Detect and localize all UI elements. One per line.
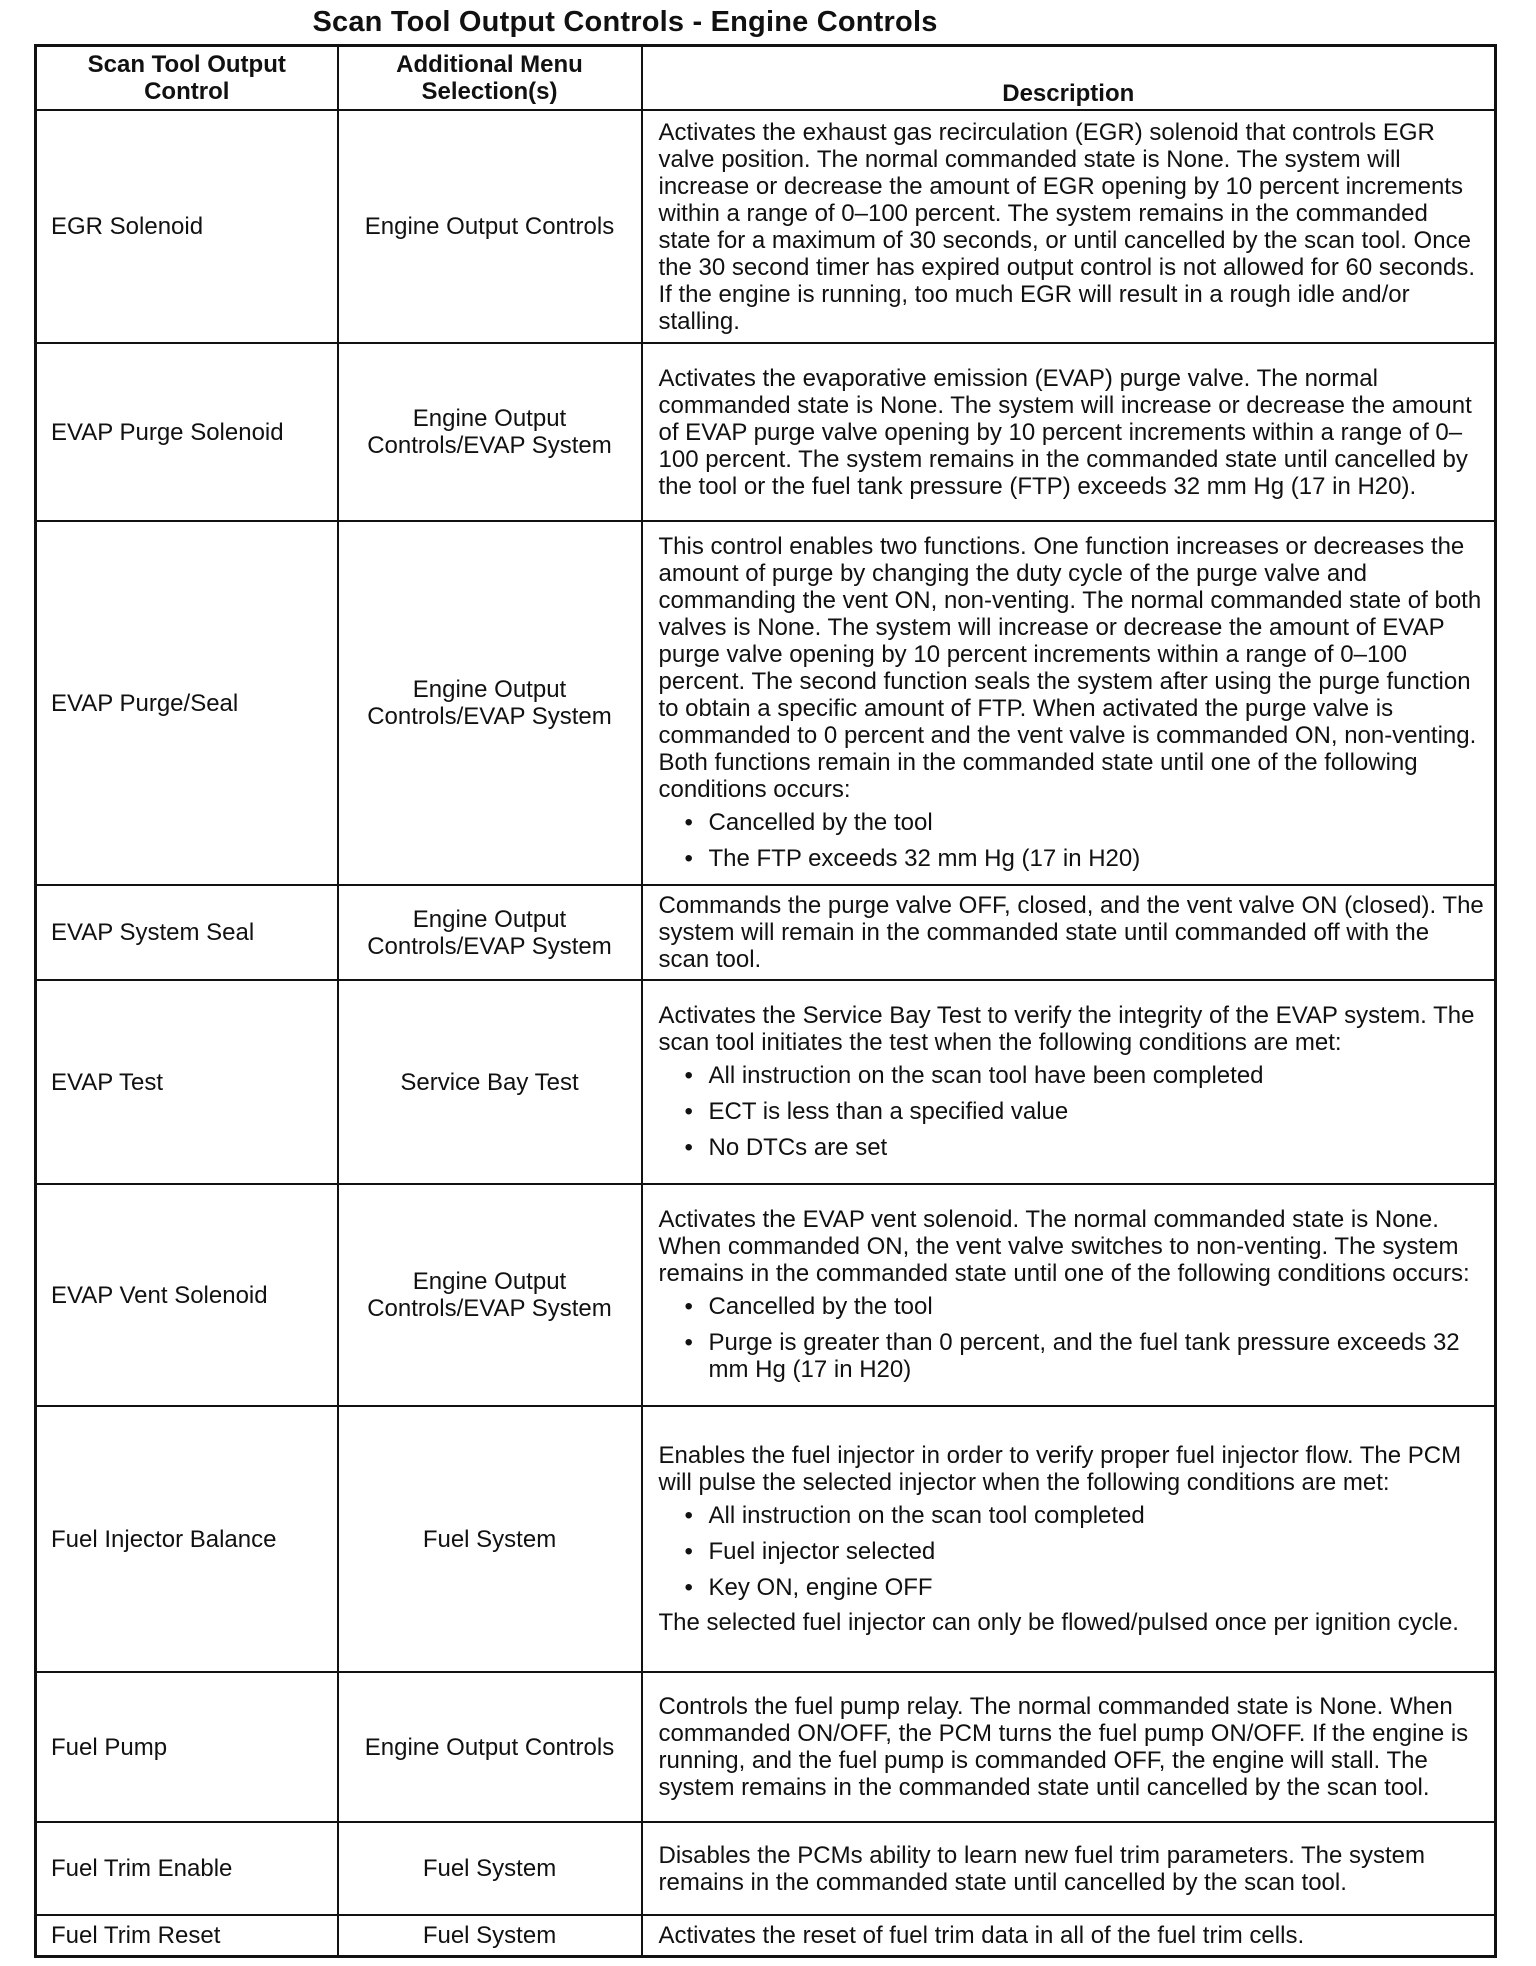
- description-cell: [642, 1915, 1496, 1957]
- description-cell: [642, 521, 1496, 885]
- description-text: This control enables two functions. One function increases or decreases the amount of purge by changing the duty cycle of the purge valve and commanding the vent ON, non-venting. The normal commanded state of both valves is None. The system will increase or decrease the amount of EVAP purge valve opening by 10 percent increments within a range of 0–100 percent. The second function seals the system after using the purge function to obtain a specific amount of FTP. When activated the purge valve is commanded to 0 percent and the vent valve is commanded ON, non-venting. Both functions remain in the commanded state until one of the following conditions occurs:: [658, 532, 1482, 803]
- menu-selection-cell: Engine Output Controls/EVAP System: [338, 885, 642, 980]
- description-text: Activates the evaporative emission (EVAP) purge valve. The normal commanded state is None. The system will increase or decrease the amount of EVAP purge valve opening by 10 percent increments within a range of 0–100 percent. The system remains in the commanded state until cancelled by the tool or the fuel tank pressure (FTP) exceeds 32 mm Hg (17 in H20).: [658, 364, 1472, 500]
- table-row: [36, 110, 1496, 343]
- output-control-cell: EGR Solenoid: [36, 110, 338, 343]
- list-item: • Key ON, engine OFF: [685, 1574, 1485, 1601]
- menu-selection-cell: Fuel System: [338, 1915, 642, 1957]
- menu-selection-cell: Engine Output Controls/EVAP System: [338, 343, 642, 521]
- page-title: Scan Tool Output Controls - Engine Controls: [312, 6, 938, 38]
- description-cell: [642, 343, 1496, 521]
- description-cell: [642, 980, 1496, 1184]
- header-menu-selection: Additional Menu Selection(s): [338, 46, 642, 111]
- list-item: • Cancelled by the tool: [685, 809, 1485, 836]
- list-item: • Fuel injector selected: [685, 1538, 1485, 1565]
- header-output-control: Scan Tool Output Control: [36, 46, 338, 111]
- description-text: Activates the exhaust gas recirculation (EGR) solenoid that controls EGR valve position. The normal commanded state is None. The system will increase or decrease the amount of EGR opening by 10 percent increments within a range of 0–100 percent. The system remains in the commanded state for a maximum of 30 seconds, or until cancelled by the scan tool. Once the 30 second timer has expired output control is not allowed for 60 seconds. If the engine is running, too much EGR will result in a rough idle and/or stalling.: [658, 118, 1475, 335]
- menu-selection-cell: Engine Output Controls: [338, 1672, 642, 1822]
- output-controls-table: [34, 44, 1497, 1958]
- output-control-cell: EVAP Purge Solenoid: [36, 343, 338, 521]
- condition-list: [659, 809, 1485, 872]
- description-note: The selected fuel injector can only be flowed/pulsed once per ignition cycle.: [658, 1609, 1459, 1636]
- table-header-row: [36, 46, 1496, 111]
- table-row: [36, 885, 1496, 980]
- description-cell: [642, 1822, 1496, 1915]
- table-row: [36, 343, 1496, 521]
- output-control-cell: Fuel Trim Reset: [36, 1915, 338, 1957]
- description-cell: [642, 1184, 1496, 1406]
- description-cell: [642, 1406, 1496, 1672]
- table-row: [36, 1184, 1496, 1406]
- menu-selection-cell: Fuel System: [338, 1406, 642, 1672]
- list-item: • The FTP exceeds 32 mm Hg (17 in H20): [685, 845, 1485, 872]
- description-cell: [642, 1672, 1496, 1822]
- menu-selection-cell: Fuel System: [338, 1822, 642, 1915]
- output-control-cell: Fuel Trim Enable: [36, 1822, 338, 1915]
- menu-selection-cell: Engine Output Controls: [338, 110, 642, 343]
- description-text: Disables the PCMs ability to learn new fuel trim parameters. The system remains in the commanded state until cancelled by the scan tool.: [658, 1841, 1426, 1896]
- menu-selection-cell: Engine Output Controls/EVAP System: [338, 521, 642, 885]
- header-description: Description: [642, 46, 1496, 111]
- description-text: Commands the purge valve OFF, closed, and the vent valve ON (closed). The system will remain in the commanded state until commanded off with the scan tool.: [658, 892, 1484, 973]
- condition-list: [659, 1502, 1485, 1601]
- description-cell: [642, 110, 1496, 343]
- output-control-cell: Fuel Pump: [36, 1672, 338, 1822]
- description-text: Enables the fuel injector in order to verify proper fuel injector flow. The PCM will pulse the selected injector when the following conditions are met:: [658, 1442, 1462, 1496]
- list-item: • All instruction on the scan tool completed: [685, 1502, 1485, 1529]
- table-row: [36, 1406, 1496, 1672]
- condition-list: [659, 1293, 1485, 1383]
- output-control-cell: EVAP Vent Solenoid: [36, 1184, 338, 1406]
- description-cell: [642, 885, 1496, 980]
- description-text: Activates the EVAP vent solenoid. The normal commanded state is None. When commanded ON, the vent valve switches to non-venting. The system remains in the commanded state until one of the following conditions occurs:: [658, 1205, 1470, 1287]
- table-row: [36, 1672, 1496, 1822]
- condition-list: [659, 1062, 1485, 1161]
- description-text: Activates the reset of fuel trim data in all of the fuel trim cells.: [658, 1922, 1305, 1949]
- menu-selection-cell: Service Bay Test: [338, 980, 642, 1184]
- table-row: [36, 1915, 1496, 1957]
- output-control-cell: EVAP Purge/Seal: [36, 521, 338, 885]
- list-item: • Cancelled by the tool: [685, 1293, 1485, 1320]
- table-row: [36, 980, 1496, 1184]
- list-item: • No DTCs are set: [685, 1134, 1485, 1161]
- output-control-cell: EVAP System Seal: [36, 885, 338, 980]
- table-row: [36, 1822, 1496, 1915]
- output-control-cell: Fuel Injector Balance: [36, 1406, 338, 1672]
- table-row: [36, 521, 1496, 885]
- description-text: Controls the fuel pump relay. The normal commanded state is None. When commanded ON/OFF, the PCM turns the fuel pump ON/OFF. If the engine is running, and the fuel pump is commanded OFF, the engine will stall. The system remains in the commanded state until cancelled by the scan tool.: [658, 1693, 1469, 1801]
- description-text: Activates the Service Bay Test to verify the integrity of the EVAP system. The scan tool initiates the test when the following conditions are met:: [658, 1001, 1475, 1056]
- list-item: • Purge is greater than 0 percent, and the fuel tank pressure exceeds 32 mm Hg (17 in H20): [685, 1329, 1485, 1383]
- list-item: • All instruction on the scan tool have been completed: [685, 1062, 1485, 1089]
- menu-selection-cell: Engine Output Controls/EVAP System: [338, 1184, 642, 1406]
- list-item: • ECT is less than a specified value: [685, 1098, 1485, 1125]
- output-control-cell: EVAP Test: [36, 980, 338, 1184]
